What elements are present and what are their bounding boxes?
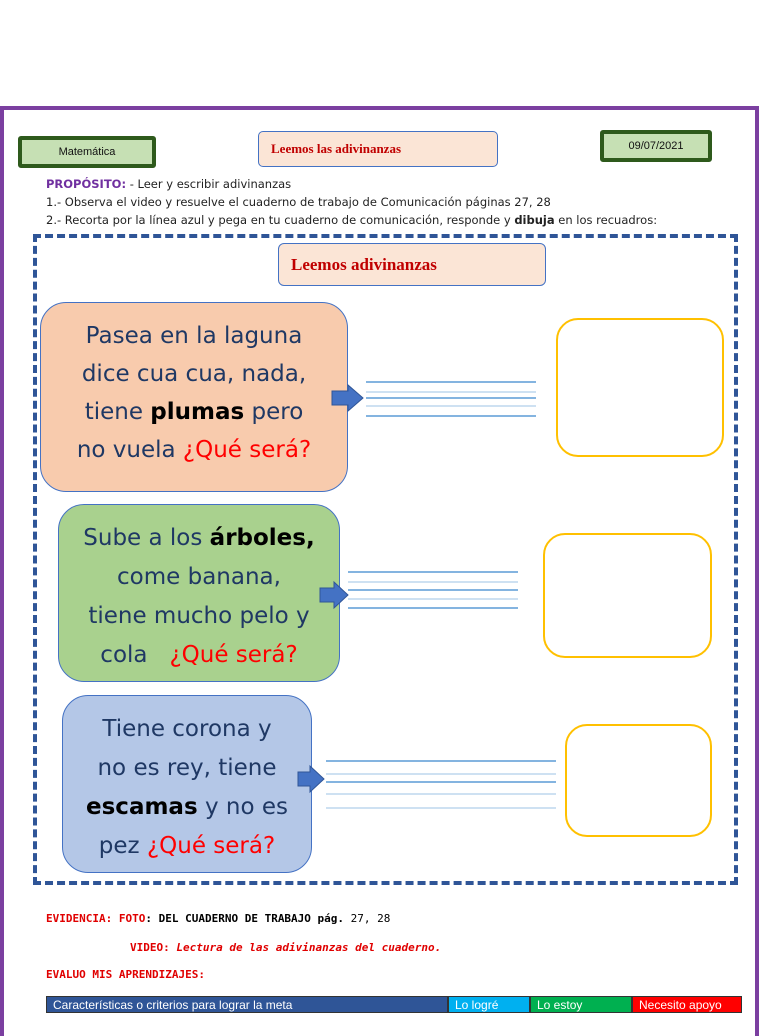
riddle-1-line-2: dice cua cua, nada, (81, 361, 307, 387)
answer-lines-3 (326, 758, 558, 814)
riddle-1-text-end: pero (244, 399, 304, 425)
riddle-2-line-1 (59, 519, 339, 558)
riddle-3-question: ¿Qué será? (146, 833, 276, 859)
riddle-card-2 (58, 504, 340, 682)
drawing-box-3[interactable] (565, 724, 712, 837)
riddle-card-1 (40, 302, 348, 492)
step-2-bold: dibuja (514, 213, 555, 227)
riddle-1-question: ¿Qué será? (182, 437, 312, 463)
step-2 (46, 213, 657, 227)
riddle-3-line-1: Tiene corona y (102, 716, 272, 742)
riddle-card-3 (62, 695, 312, 873)
purpose-label: PROPÓSITO: (46, 177, 127, 191)
riddle-2-question: ¿Qué será? (169, 642, 298, 668)
riddle-2-keyword: árboles, (209, 525, 315, 551)
riddle-3-text: y no es (197, 794, 288, 820)
evidence-label: EVIDENCIA: (46, 912, 113, 925)
estoy-header: Lo estoy (530, 996, 632, 1013)
apoyo-header: Necesito apoyo (632, 996, 742, 1013)
riddle-2-line-3: tiene mucho pelo y (88, 603, 310, 629)
video-label: VIDEO: (130, 941, 170, 954)
step-2-end: en los recuadros: (554, 213, 658, 227)
riddle-1-line-3 (41, 393, 347, 431)
foto-text: DEL CUADERNO DE TRABAJO pág. (151, 912, 345, 925)
video-line (130, 941, 441, 954)
riddle-3-line-2: no es rey, tiene (97, 755, 277, 781)
evaluo-label: EVALUO MIS APRENDIZAJES: (46, 968, 205, 981)
riddle-2-text: Sube a los (83, 525, 210, 551)
answer-lines-2 (348, 570, 520, 612)
riddle-3-line-3 (63, 788, 311, 827)
riddle-1-text: tiene (84, 399, 151, 425)
riddle-2-line-4 (59, 636, 339, 675)
purpose-line (46, 177, 291, 191)
riddle-3-keyword: escamas (86, 794, 198, 820)
purpose-text: - Leer y escribir adivinanzas (126, 177, 292, 191)
drawing-box-2[interactable] (543, 533, 712, 658)
subject-label: Matemática (18, 136, 156, 168)
video-text: Lectura de las adivinanzas del cuaderno. (169, 941, 442, 954)
riddle-2-line-2: come banana, (117, 564, 281, 590)
riddle-2-text-4: cola (100, 642, 170, 668)
arrow-right-icon (330, 383, 366, 413)
riddle-1-line-4 (41, 431, 347, 469)
criteria-header: Características o criterios para lograr la meta (46, 996, 448, 1013)
riddle-3-text-4: pez (98, 833, 147, 859)
arrow-right-icon-2 (318, 580, 350, 610)
evidence-line (46, 912, 390, 925)
step-2-text: 2.- Recorta por la línea azul y pega en tu cuaderno de comunicación, responde y (46, 213, 515, 227)
step-1: 1.- Observa el video y resuelve el cuaderno de trabajo de Comunicación páginas 27, 28 (46, 195, 551, 209)
riddle-1-keyword: plumas (150, 399, 245, 425)
foto-colon: : (145, 912, 152, 925)
riddle-1-line-1: Pasea en la laguna (85, 323, 303, 349)
foto-pages: 27, 28 (344, 912, 391, 925)
drawing-box-1[interactable] (556, 318, 724, 457)
logre-header: Lo logré (448, 996, 530, 1013)
worksheet-title: Leemos adivinanzas (278, 243, 546, 286)
answer-lines-1 (366, 380, 538, 420)
foto-label: FOTO (118, 912, 146, 925)
riddle-1-text-4: no vuela (76, 437, 183, 463)
page-title: Leemos las adivinanzas (258, 131, 498, 167)
date-label: 09/07/2021 (600, 130, 712, 162)
arrow-right-icon-3 (296, 764, 326, 794)
evaluation-table-header (46, 996, 742, 1013)
riddle-3-line-4 (63, 827, 311, 866)
evaluo-heading (46, 968, 205, 981)
